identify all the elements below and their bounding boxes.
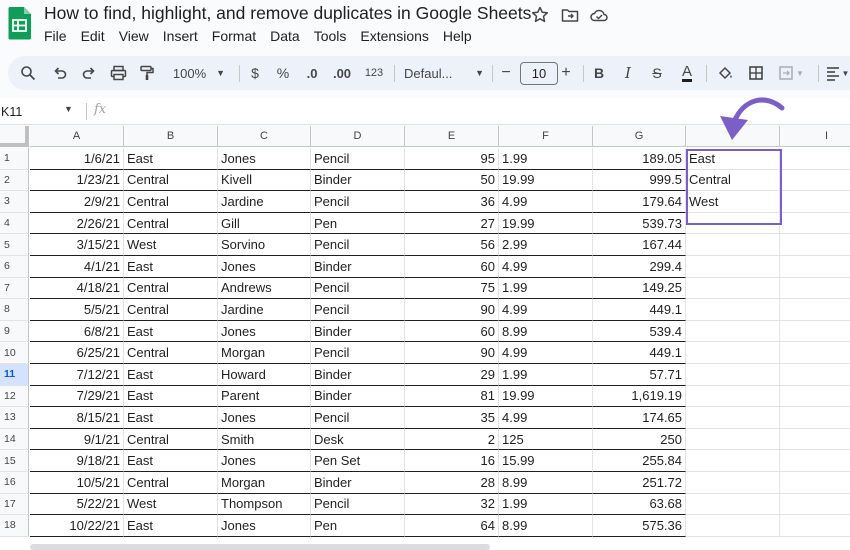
- cell-e[interactable]: 81: [405, 386, 499, 408]
- increase-font-size-button[interactable]: +: [561, 64, 571, 81]
- cell-g[interactable]: 449.1: [593, 342, 686, 364]
- cell-g[interactable]: 57.71: [593, 364, 686, 386]
- cell-e[interactable]: 60: [405, 321, 499, 343]
- cell-g[interactable]: 63.68: [593, 494, 686, 516]
- cell-b[interactable]: East: [124, 364, 218, 386]
- print-button[interactable]: [106, 56, 130, 90]
- empty-cell[interactable]: [780, 407, 850, 429]
- number-format-button[interactable]: 123: [364, 67, 384, 79]
- column-header-d[interactable]: D: [311, 126, 405, 147]
- cell-g[interactable]: 299.4: [593, 256, 686, 278]
- cell-f[interactable]: 1.99: [499, 278, 593, 300]
- cell-a[interactable]: 1/23/21: [30, 170, 124, 192]
- cell-e[interactable]: 29: [405, 364, 499, 386]
- row-header[interactable]: 14: [0, 429, 29, 451]
- cell-c[interactable]: Sorvino: [218, 234, 311, 256]
- cell-f[interactable]: 1.99: [499, 148, 593, 170]
- cell-b[interactable]: Central: [124, 278, 218, 300]
- empty-cell[interactable]: [686, 386, 780, 408]
- row-header[interactable]: 17: [0, 494, 29, 516]
- currency-format-button[interactable]: $: [251, 65, 259, 81]
- menu-format[interactable]: Format: [211, 28, 257, 44]
- cell-d[interactable]: Binder: [311, 256, 405, 278]
- cell-e[interactable]: 36: [405, 191, 499, 213]
- column-header-a[interactable]: A: [30, 126, 124, 147]
- decrease-font-size-button[interactable]: −: [501, 64, 511, 81]
- increase-decimal-label: .00: [332, 65, 352, 81]
- star-icon[interactable]: [530, 5, 550, 25]
- undo-icon: [52, 65, 68, 81]
- empty-cell[interactable]: [780, 213, 850, 235]
- empty-cell[interactable]: [686, 429, 780, 451]
- cell-e[interactable]: 60: [405, 256, 499, 278]
- cell-c[interactable]: Thompson: [218, 494, 311, 516]
- cell-f[interactable]: 4.99: [499, 256, 593, 278]
- toolbar: [8, 56, 850, 90]
- cloud-saved-icon[interactable]: [589, 5, 609, 25]
- cell-b[interactable]: East: [124, 321, 218, 343]
- empty-cell[interactable]: [780, 299, 850, 321]
- fill-color-icon: [717, 65, 734, 81]
- column-header-c[interactable]: C: [218, 126, 311, 147]
- cell-g[interactable]: 539.4: [593, 321, 686, 343]
- cell-f[interactable]: 125: [499, 429, 593, 451]
- cell-b[interactable]: East: [124, 515, 218, 537]
- empty-cell[interactable]: [780, 364, 850, 386]
- document-title[interactable]: How to find, highlight, and remove duplicates in Google Sheets: [44, 3, 532, 23]
- cell-f[interactable]: 2.99: [499, 234, 593, 256]
- menu-extensions[interactable]: Extensions: [360, 28, 429, 44]
- row-header[interactable]: 1: [0, 148, 29, 170]
- cell-g[interactable]: 575.36: [593, 515, 686, 537]
- font-size-input[interactable]: 10: [520, 62, 558, 85]
- menu-tools[interactable]: Tools: [313, 28, 347, 44]
- redo-button[interactable]: [77, 56, 101, 90]
- search-menus-button[interactable]: [16, 56, 40, 90]
- cell-b[interactable]: Central: [124, 213, 218, 235]
- unique-value-cell[interactable]: Central: [686, 170, 780, 192]
- row-header[interactable]: 15: [0, 450, 29, 472]
- cell-g[interactable]: 250: [593, 429, 686, 451]
- empty-cell[interactable]: [780, 515, 850, 537]
- cell-g[interactable]: 255.84: [593, 450, 686, 472]
- menu-view[interactable]: View: [118, 28, 149, 44]
- cell-b[interactable]: Central: [124, 191, 218, 213]
- cell-c[interactable]: Howard: [218, 364, 311, 386]
- cell-c[interactable]: Kivell: [218, 170, 311, 192]
- empty-cell[interactable]: [780, 386, 850, 408]
- cell-g[interactable]: 1,619.19: [593, 386, 686, 408]
- row-header[interactable]: 5: [0, 234, 29, 256]
- cell-f[interactable]: 8.99: [499, 515, 593, 537]
- cell-d[interactable]: Pencil: [311, 494, 405, 516]
- cell-b[interactable]: West: [124, 234, 218, 256]
- empty-cell[interactable]: [686, 342, 780, 364]
- spreadsheet-grid[interactable]: [0, 126, 850, 550]
- cell-d[interactable]: Binder: [311, 170, 405, 192]
- empty-cell[interactable]: [780, 170, 850, 192]
- font-family-value: Defaul...: [404, 65, 453, 81]
- cell-a[interactable]: 10/22/21: [30, 515, 124, 537]
- cell-e[interactable]: 32: [405, 494, 499, 516]
- cell-f[interactable]: 8.99: [499, 321, 593, 343]
- chevron-down-icon: ▼: [475, 68, 484, 78]
- cell-c[interactable]: Morgan: [218, 342, 311, 364]
- row-header[interactable]: 2: [0, 170, 29, 192]
- cell-g[interactable]: 174.65: [593, 407, 686, 429]
- cell-c[interactable]: Jardine: [218, 299, 311, 321]
- empty-cell[interactable]: [780, 429, 850, 451]
- italic-button[interactable]: I: [625, 64, 631, 82]
- cell-e[interactable]: 16: [405, 450, 499, 472]
- cell-a[interactable]: 2/26/21: [30, 213, 124, 235]
- cell-a[interactable]: 2/9/21: [30, 191, 124, 213]
- cell-c[interactable]: Parent: [218, 386, 311, 408]
- row-header[interactable]: 10: [0, 342, 29, 364]
- cell-d[interactable]: Desk: [311, 429, 405, 451]
- horizontal-scrollbar[interactable]: [30, 544, 490, 550]
- chevron-down-icon[interactable]: ▼: [64, 104, 73, 114]
- chevron-down-icon: ▼: [796, 68, 804, 78]
- empty-cell[interactable]: [780, 494, 850, 516]
- empty-cell[interactable]: [780, 256, 850, 278]
- empty-cell[interactable]: [686, 364, 780, 386]
- cell-f[interactable]: 1.99: [499, 494, 593, 516]
- empty-cell[interactable]: [780, 342, 850, 364]
- cell-e[interactable]: 35: [405, 407, 499, 429]
- cell-b[interactable]: East: [124, 256, 218, 278]
- column-header-e[interactable]: E: [405, 126, 499, 147]
- cell-c[interactable]: Jones: [218, 407, 311, 429]
- empty-cell[interactable]: [686, 299, 780, 321]
- cell-b[interactable]: East: [124, 450, 218, 472]
- empty-cell[interactable]: [686, 494, 780, 516]
- paint-format-icon: [139, 65, 155, 81]
- cell-a[interactable]: 5/22/21: [30, 494, 124, 516]
- cell-f[interactable]: 19.99: [499, 386, 593, 408]
- cell-f[interactable]: 19.99: [499, 170, 593, 192]
- toolbar-divider: [394, 65, 395, 82]
- move-to-folder-icon[interactable]: [560, 5, 580, 25]
- cell-c[interactable]: Smith: [218, 429, 311, 451]
- cell-c[interactable]: Jones: [218, 450, 311, 472]
- empty-cell[interactable]: [780, 450, 850, 472]
- cell-b[interactable]: East: [124, 386, 218, 408]
- cell-g[interactable]: 251.72: [593, 472, 686, 494]
- align-left-icon: [825, 65, 841, 81]
- redo-icon: [81, 65, 97, 81]
- decrease-decimal-label: .0: [306, 65, 318, 81]
- cell-b[interactable]: Central: [124, 299, 218, 321]
- text-color-label: A: [681, 62, 692, 80]
- paint-format-button[interactable]: [135, 56, 159, 90]
- curved-arrow-icon: [708, 92, 798, 152]
- strikethrough-button[interactable]: S: [652, 65, 662, 81]
- decrease-decimal-button[interactable]: [301, 56, 323, 90]
- font-family-select[interactable]: [404, 56, 484, 90]
- cell-g[interactable]: 189.05: [593, 148, 686, 170]
- empty-cell[interactable]: [686, 321, 780, 343]
- menu-edit[interactable]: Edit: [80, 28, 105, 44]
- column-header-b[interactable]: B: [124, 126, 218, 147]
- cell-a[interactable]: 3/15/21: [30, 234, 124, 256]
- cell-d[interactable]: Pencil: [311, 299, 405, 321]
- row-header[interactable]: 6: [0, 256, 29, 278]
- cell-e[interactable]: 2: [405, 429, 499, 451]
- cell-g[interactable]: 539.73: [593, 213, 686, 235]
- cell-e[interactable]: 75: [405, 278, 499, 300]
- menu-file[interactable]: File: [44, 28, 67, 44]
- borders-icon: [748, 65, 764, 81]
- cell-g[interactable]: 179.64: [593, 191, 686, 213]
- fx-icon: fx: [94, 102, 107, 117]
- bold-button[interactable]: B: [593, 65, 605, 81]
- select-all-corner[interactable]: [0, 126, 29, 147]
- zoom-select[interactable]: [166, 56, 232, 90]
- menu-bar: [44, 28, 486, 46]
- toolbar-divider: [818, 65, 819, 82]
- cell-a[interactable]: 5/5/21: [30, 299, 124, 321]
- cell-b[interactable]: East: [124, 407, 218, 429]
- cell-d[interactable]: Binder: [311, 472, 405, 494]
- cell-d[interactable]: Binder: [311, 321, 405, 343]
- cell-a[interactable]: 7/12/21: [30, 364, 124, 386]
- print-icon: [110, 65, 127, 81]
- sheets-logo-icon[interactable]: [8, 6, 32, 40]
- cell-b[interactable]: Central: [124, 170, 218, 192]
- cell-d[interactable]: Pen: [311, 213, 405, 235]
- cell-e[interactable]: 64: [405, 515, 499, 537]
- column-header-f[interactable]: F: [499, 126, 593, 147]
- cell-e[interactable]: 50: [405, 170, 499, 192]
- empty-cell[interactable]: [686, 256, 780, 278]
- empty-cell[interactable]: [686, 450, 780, 472]
- cell-f[interactable]: 4.99: [499, 342, 593, 364]
- merge-cells-button[interactable]: [776, 56, 806, 90]
- cell-reference: K11: [1, 104, 23, 119]
- cell-d[interactable]: Pen: [311, 515, 405, 537]
- cell-b[interactable]: Central: [124, 342, 218, 364]
- menu-help[interactable]: Help: [442, 28, 472, 44]
- cell-f[interactable]: 4.99: [499, 407, 593, 429]
- cell-b[interactable]: Central: [124, 472, 218, 494]
- row-header[interactable]: 4: [0, 213, 29, 235]
- empty-cell[interactable]: [686, 472, 780, 494]
- cell-g[interactable]: 167.44: [593, 234, 686, 256]
- row-header[interactable]: 16: [0, 472, 29, 494]
- cell-g[interactable]: 449.1: [593, 299, 686, 321]
- cell-d[interactable]: Binder: [311, 364, 405, 386]
- toolbar-divider: [239, 65, 240, 82]
- row-header[interactable]: 12: [0, 386, 29, 408]
- chevron-down-icon: ▼: [841, 68, 850, 78]
- empty-cell[interactable]: [686, 407, 780, 429]
- row-header[interactable]: 8: [0, 299, 29, 321]
- search-icon: [20, 65, 36, 81]
- cell-d[interactable]: Pencil: [311, 278, 405, 300]
- cell-e[interactable]: 95: [405, 148, 499, 170]
- cell-b[interactable]: East: [124, 148, 218, 170]
- empty-cell[interactable]: [686, 278, 780, 300]
- unique-value-cell[interactable]: West: [686, 191, 780, 213]
- cell-c[interactable]: Gill: [218, 213, 311, 235]
- formula-divider: [86, 103, 87, 120]
- toolbar-divider: [583, 65, 584, 82]
- title-bar: [0, 0, 850, 54]
- cell-a[interactable]: 10/5/21: [30, 472, 124, 494]
- cell-f[interactable]: 19.99: [499, 213, 593, 235]
- empty-cell[interactable]: [780, 278, 850, 300]
- cell-c[interactable]: Jones: [218, 148, 311, 170]
- empty-cell[interactable]: [780, 191, 850, 213]
- empty-cell[interactable]: [686, 234, 780, 256]
- row-header[interactable]: 18: [0, 515, 29, 537]
- cell-a[interactable]: 4/1/21: [30, 256, 124, 278]
- cell-e[interactable]: 90: [405, 299, 499, 321]
- cell-a[interactable]: 6/25/21: [30, 342, 124, 364]
- menu-data[interactable]: Data: [270, 28, 300, 44]
- cell-f[interactable]: 4.99: [499, 299, 593, 321]
- cell-e[interactable]: 90: [405, 342, 499, 364]
- cell-d[interactable]: Pencil: [311, 407, 405, 429]
- cell-f[interactable]: 4.99: [499, 191, 593, 213]
- cell-e[interactable]: 27: [405, 213, 499, 235]
- cell-a[interactable]: 6/8/21: [30, 321, 124, 343]
- cell-a[interactable]: 9/18/21: [30, 450, 124, 472]
- cell-d[interactable]: Binder: [311, 386, 405, 408]
- cell-c[interactable]: Jardine: [218, 191, 311, 213]
- cell-b[interactable]: West: [124, 494, 218, 516]
- empty-cell[interactable]: [780, 321, 850, 343]
- cell-e[interactable]: 28: [405, 472, 499, 494]
- zoom-value: 100%: [172, 65, 207, 81]
- menu-insert[interactable]: Insert: [162, 28, 198, 44]
- row-header[interactable]: 7: [0, 278, 29, 300]
- cell-e[interactable]: 56: [405, 234, 499, 256]
- cell-a[interactable]: 7/29/21: [30, 386, 124, 408]
- cell-g[interactable]: 999.5: [593, 170, 686, 192]
- increase-decimal-button[interactable]: [329, 56, 355, 90]
- cell-b[interactable]: Central: [124, 429, 218, 451]
- cell-d[interactable]: Pencil: [311, 234, 405, 256]
- toolbar-divider: [492, 65, 493, 82]
- empty-cell[interactable]: [780, 234, 850, 256]
- cell-c[interactable]: Andrews: [218, 278, 311, 300]
- empty-cell[interactable]: [780, 472, 850, 494]
- cell-a[interactable]: 8/15/21: [30, 407, 124, 429]
- cell-f[interactable]: 8.99: [499, 472, 593, 494]
- text-color-button[interactable]: [676, 56, 698, 90]
- empty-cell[interactable]: [686, 515, 780, 537]
- row-header[interactable]: 3: [0, 191, 29, 213]
- cell-c[interactable]: Morgan: [218, 472, 311, 494]
- unique-value-cell[interactable]: East: [686, 148, 780, 170]
- fill-color-button[interactable]: [714, 56, 736, 90]
- cell-f[interactable]: 15.99: [499, 450, 593, 472]
- column-header-g[interactable]: G: [593, 126, 686, 147]
- chevron-down-icon: ▼: [216, 68, 226, 78]
- cell-a[interactable]: 1/6/21: [30, 148, 124, 170]
- cell-d[interactable]: Pen Set: [311, 450, 405, 472]
- undo-button[interactable]: [48, 56, 72, 90]
- toolbar-divider: [706, 65, 707, 82]
- cell-d[interactable]: Pencil: [311, 148, 405, 170]
- cell-g[interactable]: 149.25: [593, 278, 686, 300]
- merge-cells-icon: [778, 65, 794, 81]
- cell-c[interactable]: Jones: [218, 321, 311, 343]
- unique-values-highlight: [686, 149, 782, 225]
- row-header[interactable]: 9: [0, 321, 29, 343]
- column-header-i[interactable]: I: [780, 126, 850, 147]
- row-header[interactable]: 13: [0, 407, 29, 429]
- cell-a[interactable]: 4/18/21: [30, 278, 124, 300]
- row-header[interactable]: 11: [0, 364, 29, 386]
- cell-a[interactable]: 9/1/21: [30, 429, 124, 451]
- borders-button[interactable]: [745, 56, 767, 90]
- cell-d[interactable]: Pencil: [311, 342, 405, 364]
- percent-format-button[interactable]: %: [276, 65, 290, 81]
- cell-c[interactable]: Jones: [218, 515, 311, 537]
- cell-c[interactable]: Jones: [218, 256, 311, 278]
- horizontal-align-button[interactable]: [824, 56, 850, 90]
- cell-f[interactable]: 1.99: [499, 364, 593, 386]
- cell-d[interactable]: Pencil: [311, 191, 405, 213]
